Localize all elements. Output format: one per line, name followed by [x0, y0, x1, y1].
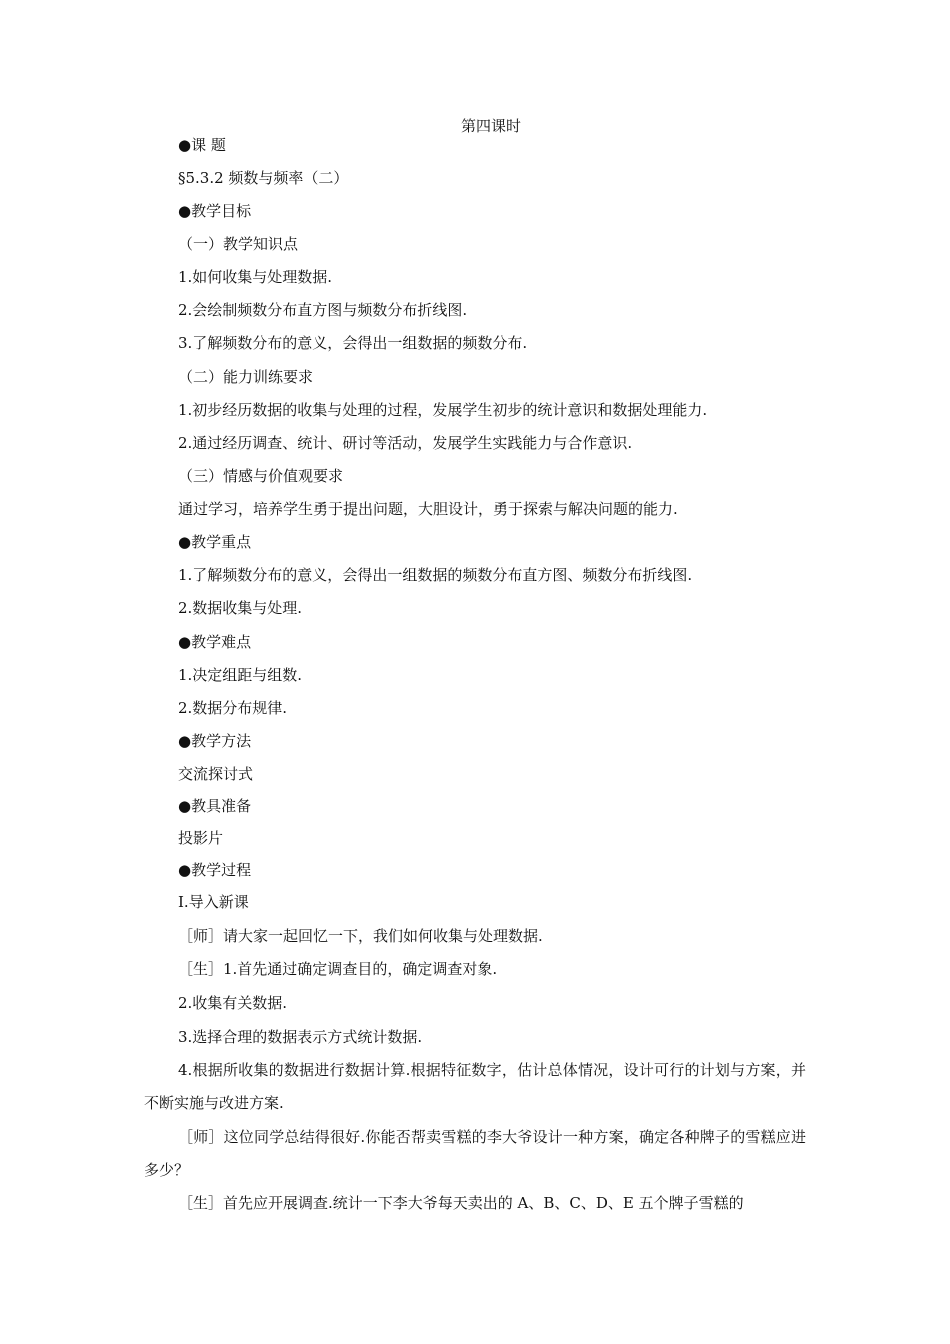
- section-heading-process: ●教学过程: [178, 861, 252, 879]
- student-line-2: ［生］首先应开展调查.统计一下李大爷每天卖出的 A、B、C、D、E 五个牌子雪糕的: [178, 1194, 744, 1212]
- student-item-2: 2.收集有关数据.: [178, 994, 288, 1012]
- topic-text: §5.3.2 频数与频率（二）: [178, 169, 349, 187]
- key-point-1: 1.了解频数分布的意义，会得出一组数据的频数分布直方图、频数分布折线图.: [178, 566, 693, 584]
- section-heading-key-points: ●教学重点: [178, 533, 252, 551]
- section-heading-topic: ●课 题: [178, 136, 226, 154]
- student-item-4: 4.根据所收集的数据进行数据计算.根据特征数字，估计总体情况，设计可行的计划与方案，并不断实施与改进方案.: [144, 1061, 806, 1112]
- subheading-values: （三）情感与价值观要求: [178, 467, 344, 485]
- difficulty-2: 2.数据分布规律.: [178, 699, 288, 717]
- student-line-1: ［生］1.首先通过确定调查目的，确定调查对象.: [178, 960, 498, 978]
- method-text: 交流探讨式: [178, 765, 254, 783]
- tools-text: 投影片: [178, 829, 224, 847]
- difficulty-1: 1.决定组距与组数.: [178, 666, 303, 684]
- section-heading-tools: ●教具准备: [178, 797, 252, 815]
- student-item-3: 3.选择合理的数据表示方式统计数据.: [178, 1028, 423, 1046]
- knowledge-item-3: 3.了解频数分布的意义，会得出一组数据的频数分布.: [178, 334, 528, 352]
- values-text: 通过学习，培养学生勇于提出问题，大胆设计，勇于探索与解决问题的能力.: [178, 500, 678, 518]
- subheading-ability: （二）能力训练要求: [178, 368, 314, 386]
- process-step-intro: Ⅰ.导入新课: [178, 893, 249, 911]
- knowledge-item-1: 1.如何收集与处理数据.: [178, 268, 333, 286]
- section-heading-method: ●教学方法: [178, 732, 252, 750]
- key-point-2: 2.数据收集与处理.: [178, 599, 303, 617]
- knowledge-item-2: 2.会绘制频数分布直方图与频数分布折线图.: [178, 301, 468, 319]
- teacher-line-2: ［师］这位同学总结得很好.你能否帮卖雪糕的李大爷设计一种方案，确定各种牌子的雪糕应进多少？: [144, 1128, 806, 1179]
- teacher-line-1: ［师］请大家一起回忆一下，我们如何收集与处理数据.: [178, 927, 543, 945]
- section-heading-difficulties: ●教学难点: [178, 633, 252, 651]
- page-title: 第四课时: [460, 117, 521, 135]
- ability-item-2: 2.通过经历调查、统计、研讨等活动，发展学生实践能力与合作意识.: [178, 434, 633, 452]
- subheading-knowledge: （一）教学知识点: [178, 235, 299, 253]
- section-heading-goals: ●教学目标: [178, 202, 252, 220]
- ability-item-1: 1.初步经历数据的收集与处理的过程，发展学生初步的统计意识和数据处理能力.: [178, 401, 708, 419]
